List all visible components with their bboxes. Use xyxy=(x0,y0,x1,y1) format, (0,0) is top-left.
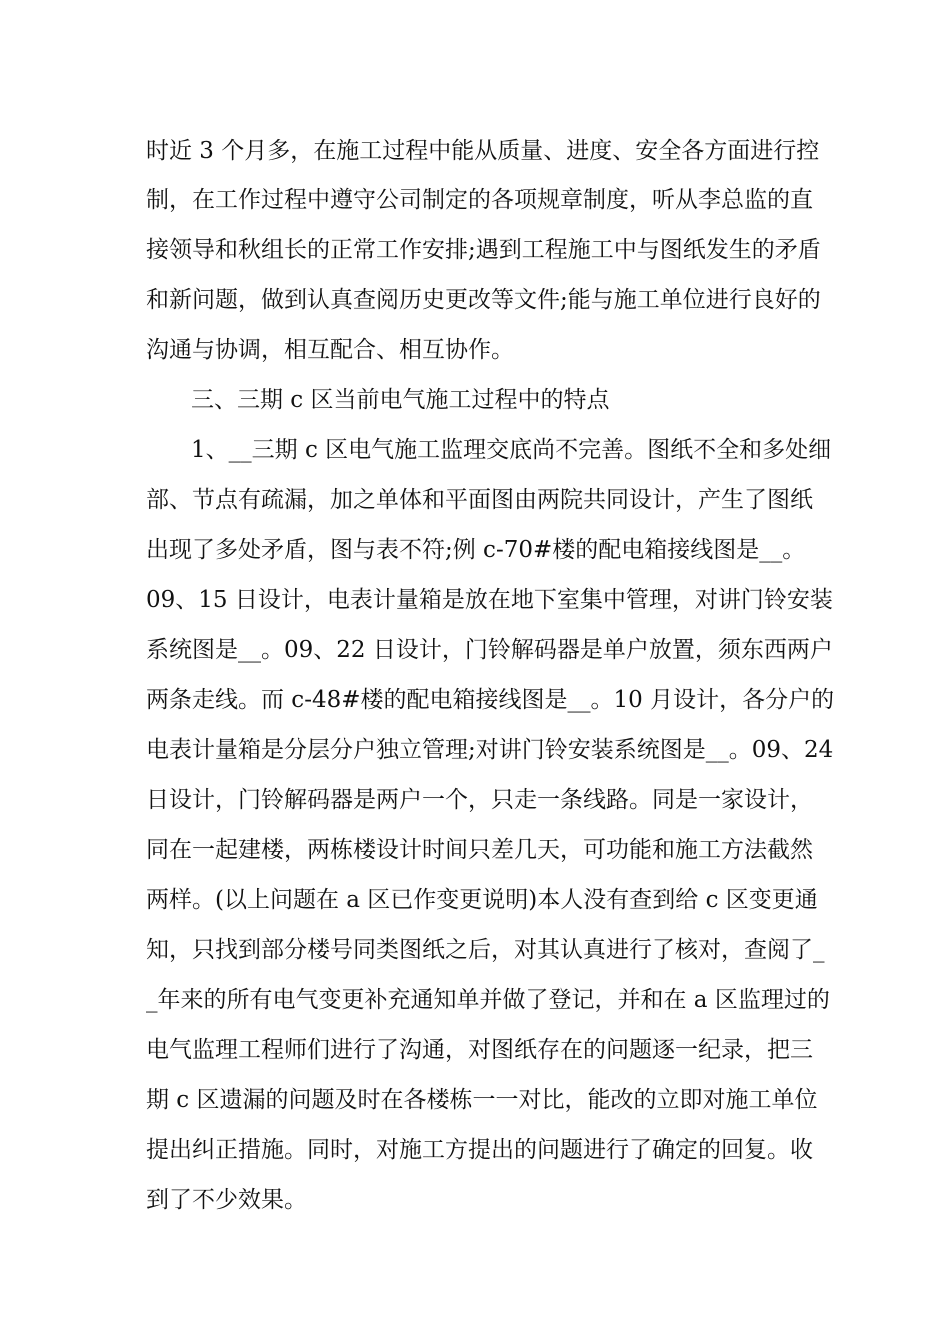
text-line: 同在一起建楼，两栋楼设计时间只差几天，可功能和施工方法截然 xyxy=(146,837,813,863)
text-line: 两条走线。而 c-48#楼的配电箱接线图是__。10 月设计，各分户的 xyxy=(146,687,835,713)
text-line: 电表计量箱是分层分户独立管理;对讲门铃安装系统图是__。09、24 xyxy=(146,737,834,763)
text-line: 期 c 区遗漏的问题及时在各楼栋一一对比，能改的立即对施工单位 xyxy=(146,1087,818,1113)
section-heading: 三、三期 c 区当前电气施工过程中的特点 xyxy=(191,387,610,413)
text-line: 09、15 日设计，电表计量箱是放在地下室集中管理，对讲门铃安装 xyxy=(146,587,833,613)
text-line: 沟通与协调，相互配合、相互协作。 xyxy=(146,337,514,363)
text-line: 1、__三期 c 区电气施工监理交底尚不完善。图纸不全和多处细 xyxy=(191,437,832,463)
text-line: 日设计，门铃解码器是两户一个，只走一条线路。同是一家设计， xyxy=(146,787,813,813)
text-line: 提出纠正措施。同时，对施工方提出的问题进行了确定的回复。收 xyxy=(146,1137,813,1163)
text-line: 两样。(以上问题在 a 区已作变更说明)本人没有查到给 c 区变更通 xyxy=(146,887,818,913)
text-line: 时近 3 个月多，在施工过程中能从质量、进度、安全各方面进行控 xyxy=(146,138,820,164)
text-line: 系统图是__。09、22 日设计，门铃解码器是单户放置，须东西两户 xyxy=(146,637,833,663)
text-line: 接领导和秋组长的正常工作安排;遇到工程施工中与图纸发生的矛盾 xyxy=(146,237,821,263)
text-line: 部、节点有疏漏，加之单体和平面图由两院共同设计，产生了图纸 xyxy=(146,487,813,513)
text-line: 到了不少效果。 xyxy=(146,1187,307,1213)
text-line: 知，只找到部分楼号同类图纸之后，对其认真进行了核对，查阅了_ xyxy=(146,937,825,963)
text-line: 出现了多处矛盾，图与表不符;例 c-70#楼的配电箱接线图是__。 xyxy=(146,537,806,563)
text-line: 和新问题，做到认真查阅历史更改等文件;能与施工单位进行良好的 xyxy=(146,287,821,313)
text-line: 制，在工作过程中遵守公司制定的各项规章制度，听从李总监的直 xyxy=(146,187,813,213)
text-line: _年来的所有电气变更补充通知单并做了登记，并和在 a 区监理过的 xyxy=(146,987,830,1013)
text-line: 电气监理工程师们进行了沟通，对图纸存在的问题逐一纪录，把三 xyxy=(146,1037,813,1063)
